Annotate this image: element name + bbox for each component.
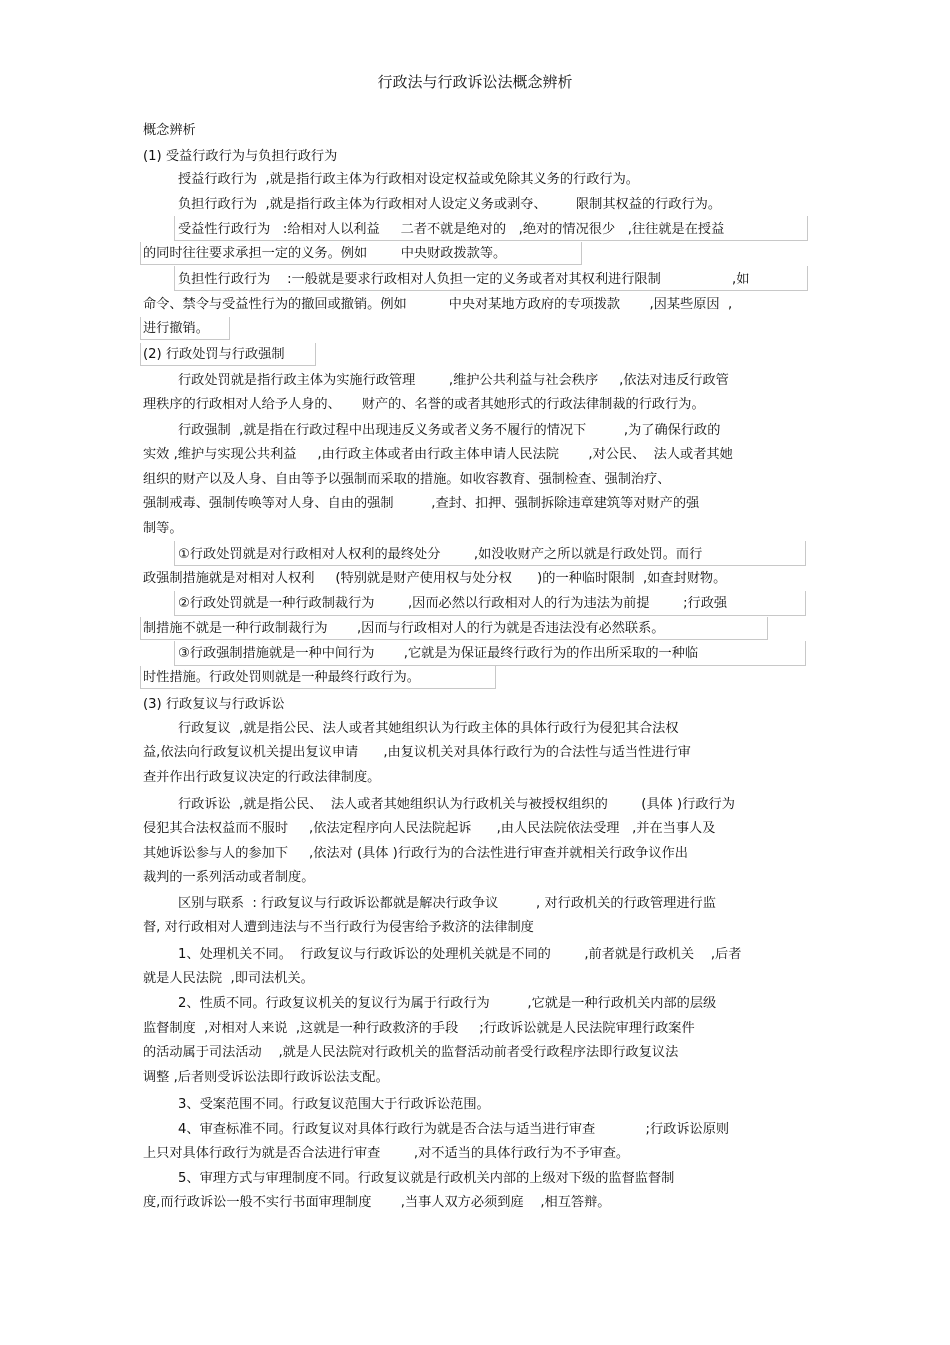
paragraph-line: 进行撤销。	[143, 321, 209, 336]
section-heading: 概念辨析	[143, 123, 196, 138]
paragraph-line: 督, 对行政相对人遭到违法与不当行政行为侵害给予救济的法律制度	[143, 920, 534, 935]
paragraph-line: ③行政强制措施就是一种中间行为 ,它就是为保证最终行政行为的作出所采取的一种临	[178, 646, 699, 661]
paragraph-line: 1、处理机关不同。 行政复议与行政诉讼的处理机关就是不同的 ,前者就是行政机关 ,后者	[178, 947, 742, 962]
paragraph-line: 5、审理方式与审理制度不同。行政复议就是行政机关内部的上级对下级的监督监督制	[178, 1171, 675, 1186]
paragraph-line: 制措施不就是一种行政制裁行为 ,因而与行政相对人的行为就是否违法没有必然联系。	[143, 621, 665, 636]
paragraph-line: 4、审查标准不同。行政复议对具体行政行为就是否合法与适当进行审查 ;行政诉讼原则	[178, 1122, 730, 1137]
frame-artifact	[140, 617, 768, 640]
paragraph-line: 裁判的一系列活动或者制度。	[143, 870, 315, 885]
paragraph-line: 理秩序的行政相对人给予人身的、 财产的、名誉的或者其她形式的行政法律制裁的行政行为。	[143, 397, 705, 412]
document-title: 行政法与行政诉讼法概念辨析	[377, 73, 573, 91]
paragraph-line: 查并作出行政复议决定的行政法律制度。	[143, 770, 381, 785]
paragraph-line: 调整 ,后者则受诉讼法即行政诉讼法支配。	[143, 1070, 389, 1085]
paragraph-line: 度,而行政诉讼一般不实行书面审理制度 ,当事人双方必须到庭 ,相互答辩。	[143, 1195, 611, 1210]
frame-artifact	[174, 541, 806, 566]
frame-artifact	[174, 216, 808, 241]
paragraph-line: 行政诉讼 ,就是指公民、 法人或者其她组织认为行政机关与被授权组织的 (具体 )行政行为	[178, 797, 735, 812]
paragraph-line: 政强制措施就是对相对人权利 (特别就是财产使用权与处分权 )的一种临时限制 ,如查封财物。	[143, 571, 727, 586]
paragraph-line: 制等。	[143, 521, 183, 536]
paragraph-line: 就是人民法院 ,即司法机关。	[143, 971, 314, 986]
paragraph-line: 益,依法向行政复议机关提出复议申请 ,由复议机关对具体行政行为的合法性与适当性进行审	[143, 745, 691, 760]
paragraph-line: 受益性行政行为 :给相对人以利益 二者不就是绝对的 ,绝对的情况很少 ,往往就是在授益	[178, 222, 725, 237]
section-3-heading: (3) 行政复议与行政诉讼	[143, 697, 285, 712]
frame-artifact	[140, 343, 316, 366]
paragraph-line: 监督制度 ,对相对人来说 ,这就是一种行政救济的手段 ;行政诉讼就是人民法院审理行政案件	[143, 1021, 695, 1036]
frame-artifact	[140, 666, 496, 689]
paragraph-line: 的活动属于司法活动 ,就是人民法院对行政机关的监督活动前者受行政程序法即行政复议法	[143, 1045, 679, 1060]
paragraph-line: 组织的财产以及人身、自由等予以强制而采取的措施。如收容教育、强制检查、强制治疗、	[143, 472, 671, 487]
section-2-heading: (2) 行政处罚与行政强制	[143, 347, 285, 362]
paragraph-line: 强制戒毒、强制传唤等对人身、自由的强制 ,查封、扣押、强制拆除违章建筑等对财产的强	[143, 496, 700, 511]
paragraph-line: 时性措施。行政处罚则就是一种最终行政行为。	[143, 670, 420, 685]
frame-artifact	[174, 266, 808, 291]
section-1-heading: (1) 受益行政行为与负担行政行为	[143, 149, 338, 164]
paragraph-line: 负担性行政行为 :一般就是要求行政相对人负担一定的义务或者对其权利进行限制 ,如	[178, 272, 750, 287]
paragraph-line: 上只对具体行政行为就是否合法进行审查 ,对不适当的具体行政行为不予审查。	[143, 1146, 630, 1161]
paragraph-line: 区别与联系 : 行政复议与行政诉讼都就是解决行政争议 , 对行政机关的行政管理进行监	[178, 896, 716, 911]
frame-artifact	[140, 242, 582, 265]
frame-artifact	[174, 641, 806, 666]
paragraph-line: 负担行政行为 ,就是指行政主体为行政相对人设定义务或剥夺、 限制其权益的行政行为。	[178, 197, 722, 212]
paragraph-line: 行政复议 ,就是指公民、法人或者其她组织认为行政主体的具体行政行为侵犯其合法权	[178, 721, 679, 736]
paragraph-line: 其她诉讼参与人的参加下 ,依法对 (具体 )行政行为的合法性进行审查并就相关行政争议作出	[143, 846, 688, 861]
frame-artifact	[140, 317, 230, 340]
paragraph-line: ①行政处罚就是对行政相对人权利的最终处分 ,如没收财产之所以就是行政处罚。而行	[178, 547, 703, 562]
paragraph-line: 3、受案范围不同。行政复议范围大于行政诉讼范围。	[178, 1097, 490, 1112]
paragraph-line: 行政强制 ,就是指在行政过程中出现违反义务或者义务不履行的情况下 ,为了确保行政的	[178, 423, 721, 438]
paragraph-line: 的同时往往要求承担一定的义务。例如 中央财政拨款等。	[143, 246, 507, 261]
paragraph-line: 行政处罚就是指行政主体为实施行政管理 ,维护公共利益与社会秩序 ,依法对违反行政管	[178, 373, 729, 388]
paragraph-line: 侵犯其合法权益而不服时 ,依法定程序向人民法院起诉 ,由人民法院依法受理 ,并在当事人及	[143, 821, 716, 836]
frame-artifact	[174, 591, 806, 616]
paragraph-line: 2、性质不同。行政复议机关的复议行为属于行政行为 ,它就是一种行政机关内部的层级	[178, 996, 717, 1011]
paragraph-line: 命令、禁令与受益性行为的撤回或撤销。例如 中央对某地方政府的专项拨款 ,因某些原因 ,	[143, 297, 733, 312]
paragraph-line: ②行政处罚就是一种行政制裁行为 ,因而必然以行政相对人的行为违法为前提 ;行政强	[178, 596, 728, 611]
paragraph-line: 授益行政行为 ,就是指行政主体为行政相对设定权益或免除其义务的行政行为。	[178, 172, 639, 187]
paragraph-line: 实效 ,维护与实现公共利益 ,由行政主体或者由行政主体申请人民法院 ,对公民、 法人或者其她	[143, 447, 733, 462]
